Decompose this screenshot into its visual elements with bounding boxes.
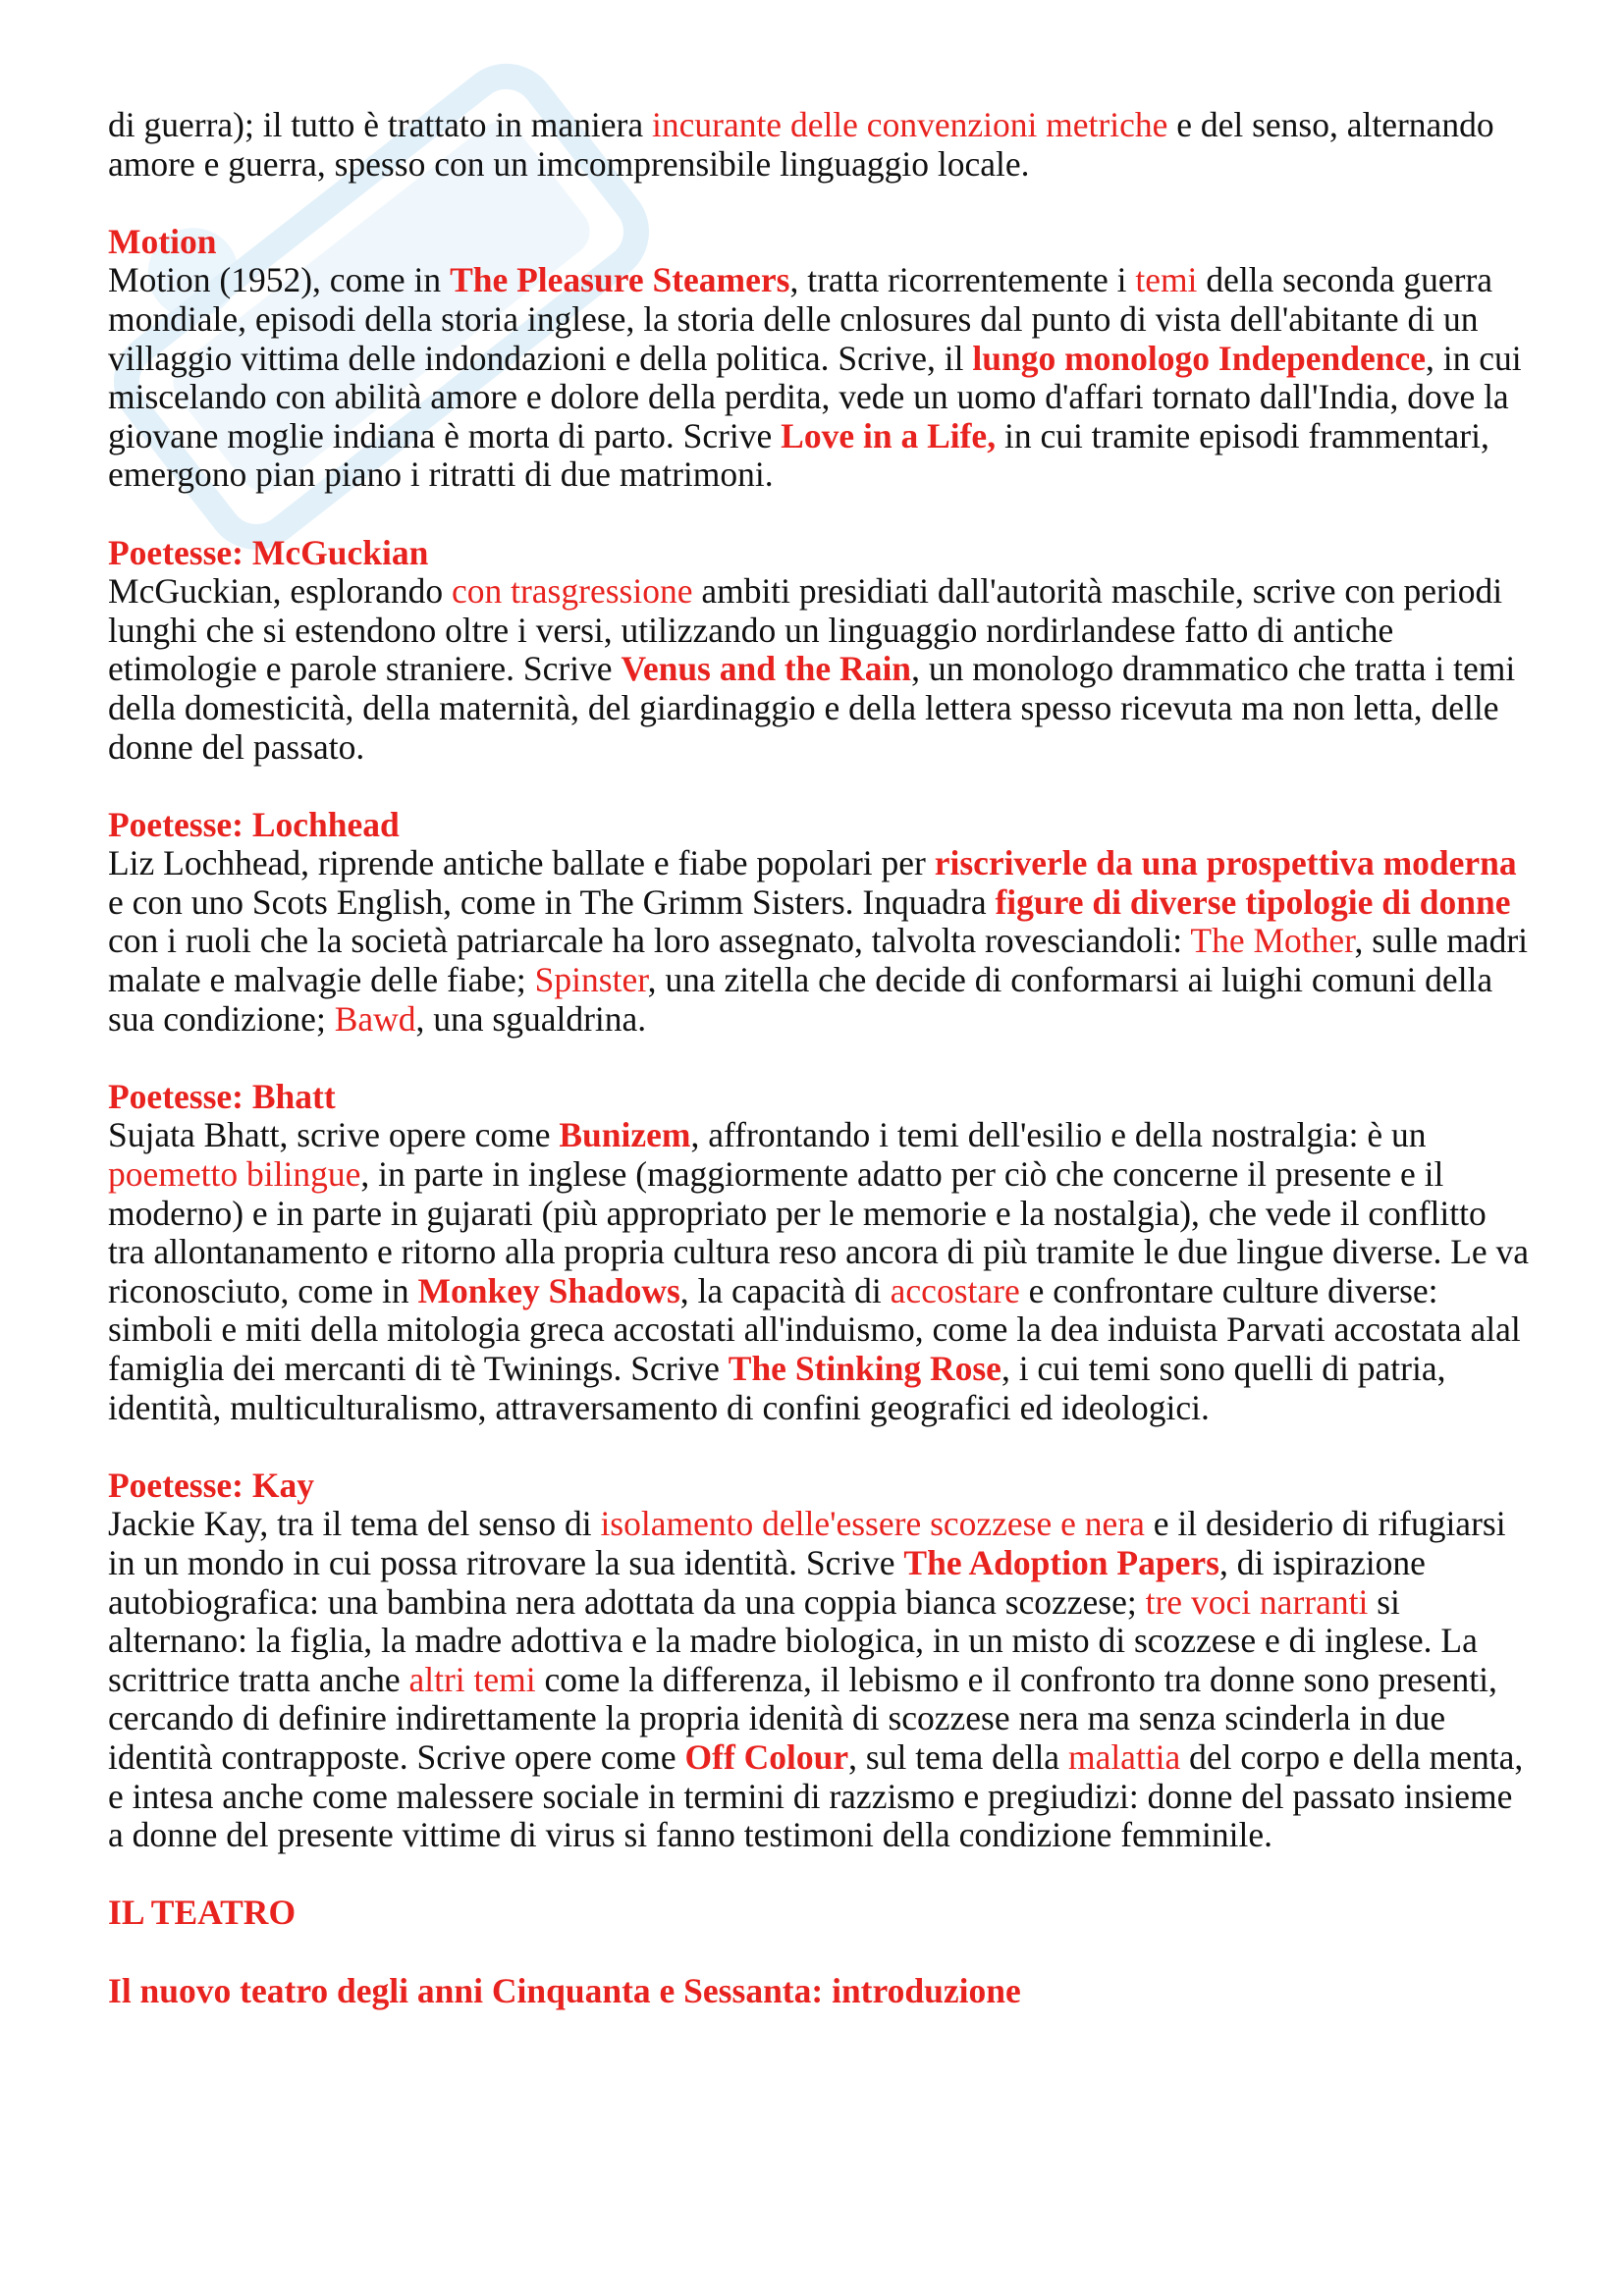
highlighted-text-run: Bawd — [334, 998, 416, 1039]
section — [108, 1078, 1532, 1427]
section-paragraph — [108, 844, 1532, 1039]
text-run: , affrontando i temi dell'esilio e della nostralgia: è un — [690, 1115, 1427, 1155]
highlighted-text-run: tre voci narranti — [1145, 1581, 1369, 1622]
section-heading: Poetesse: Kay — [108, 1465, 314, 1505]
highlighted-text-run: Off Colour — [684, 1736, 849, 1777]
intro-block — [108, 106, 1532, 184]
section — [108, 806, 1532, 1040]
highlighted-text-run: con trasgressione — [451, 571, 693, 612]
text-run: Jackie Kay, tra il tema del senso di — [108, 1504, 601, 1544]
text-run: del corpo e della menta, e intesa anche come malessere sociale in termini di razzismo e pregiudizi: donne del passato insieme a donne del presente vittime di virus si fanno testimoni della condizione femminile. — [108, 1736, 1524, 1855]
heading-teatro: IL TEATRO — [108, 1893, 297, 1933]
text-run: e con uno Scots English, come in The Grimm Sisters. Inquadra — [108, 881, 996, 922]
text-run: in cui tramite episodi frammentari, emergono pian piano i ritratti di due matrimoni. — [108, 415, 1489, 495]
text-run: e confrontare culture diverse: simboli e miti della mitologia greca accostati all'induismo, come la dea induista Parvati accostata alal famiglia dei mercanti di tè Twinings. Scrive — [108, 1270, 1521, 1388]
heading-nuovo-teatro: Il nuovo teatro degli anni Cinquanta e Sessanta: introduzione — [108, 1970, 1021, 2010]
section-paragraph — [108, 261, 1532, 495]
text-run: della seconda guerra mondiale, episodi della storia inglese, la storia delle cnlosures dal punto di vista dell'abitante di un villaggio vittima delle indondazioni e della politica. Scrive, il — [108, 260, 1493, 378]
highlighted-text-run: Bunizem — [559, 1115, 691, 1155]
text-run: , un monologo drammatico che tratta i temi della domesticità, della maternità, del giardinaggio e della lettera spesso ricevuta ma non letta, delle donne del passato. — [108, 649, 1516, 767]
highlighted-text-run: incurante delle convenzioni metriche — [652, 105, 1168, 144]
text-run: si alternano: la figlia, la madre adottiva e la madre biologica, in un misto di scozzese e di inglese. La scrittrice tratta anche — [108, 1581, 1478, 1699]
text-run: , una sgualdrina. — [415, 998, 647, 1039]
text-run: Motion (1952), come in — [108, 260, 451, 300]
highlighted-text-run: lungo monologo Independence — [972, 338, 1426, 378]
section-paragraph — [108, 1505, 1532, 1854]
section-paragraph — [108, 1116, 1532, 1427]
text-run: , di ispirazione autobiografica: una bambina nera adottata da una coppia bianca scozzese; — [108, 1542, 1426, 1622]
intro-paragraph — [108, 106, 1532, 184]
text-run: con i ruoli che la società patriarcale ha loro assegnato, talvolta rovesciandoli: — [108, 921, 1191, 961]
sections-container — [108, 223, 1532, 1855]
highlighted-text-run: The Adoption Papers — [903, 1542, 1219, 1582]
highlighted-text-run: The Pleasure Steamers — [450, 260, 790, 300]
section-heading: Poetesse: Lochhead — [108, 804, 400, 844]
section-heading: Motion — [108, 221, 217, 261]
highlighted-text-run: malattia — [1067, 1736, 1181, 1777]
section — [108, 534, 1532, 768]
highlighted-text-run: The Mother — [1190, 921, 1355, 961]
highlighted-text-run: accostare — [890, 1270, 1020, 1310]
text-run: Sujata Bhatt, scrive opere come — [108, 1115, 560, 1155]
text-run: , tratta ricorrentemente i — [789, 260, 1136, 300]
highlighted-text-run: riscriverle da una prospettiva moderna — [934, 843, 1517, 883]
highlighted-text-run: Spinster — [534, 960, 648, 1000]
text-run: , in parte in inglese (maggiormente adatto per ciò che concerne il presente e il moderno) e in parte in gujarati (più appropriato per le memorie e la nostalgia), che vede il conflitto tra allontanamento e ritorno alla propria cultura reso ancora di più tramite le due lingue diverse. Le va riconosciuto, come in — [108, 1154, 1530, 1310]
text-run: , la capacità di — [679, 1270, 891, 1310]
highlighted-text-run: Monkey Shadows — [417, 1270, 680, 1310]
highlighted-text-run: altri temi — [408, 1659, 536, 1699]
highlighted-text-run: poemetto bilingue — [108, 1154, 361, 1195]
text-run: , sul tema della — [848, 1736, 1068, 1777]
text-run: , i cui temi sono quelli di patria, identità, multiculturalismo, attraversamento di confini geografici ed ideologici. — [108, 1349, 1446, 1427]
text-run: e il desiderio di rifugiarsi in un mondo in cui possa ritrovare la sua identità. Scrive — [108, 1504, 1506, 1582]
section-heading: Poetesse: McGuckian — [108, 532, 429, 572]
text-run: Liz Lochhead, riprende antiche ballate e fiabe popolari per — [108, 843, 935, 883]
text-run: di guerra); il tutto è trattato in maniera — [108, 105, 652, 144]
highlighted-text-run: Love in a Life, — [781, 415, 997, 455]
highlighted-text-run: The Stinking Rose — [728, 1349, 1001, 1388]
section — [108, 1467, 1532, 1855]
text-run: e del senso, alternando amore e guerra, spesso con un imcomprensibile linguaggio locale. — [108, 105, 1494, 184]
section — [108, 223, 1532, 495]
highlighted-text-run: isolamento delle'essere scozzese e nera — [600, 1504, 1145, 1544]
text-run: ambiti presidiati dall'autorità maschile, scrive con periodi lunghi che si estendono oltre i versi, utilizzando un linguaggio nordirlandese fatto di antiche etimologie e parole straniere. Scrive — [108, 571, 1503, 689]
text-run: , in cui miscelando con abilità amore e dolore della perdita, vede un uomo d'affari tornato dall'India, dove la giovane moglie indiana è morta di parto. Scrive — [108, 338, 1522, 455]
text-run: , una zitella che decide di conformarsi ai luighi comuni della sua condizione; — [108, 960, 1493, 1039]
text-run: come la differenza, il lebismo e il confronto tra donne sono presenti, cercando di definire indirettamente la propria idenità di scozzese nera ma senza scinderla in due identità contrapposte. Scrive opere come — [108, 1659, 1497, 1777]
section-paragraph — [108, 572, 1532, 767]
text-run: McGuckian, esplorando — [108, 571, 452, 612]
section-heading: Poetesse: Bhatt — [108, 1076, 336, 1116]
highlighted-text-run: figure di diverse tipologie di donne — [995, 881, 1511, 922]
document-body — [108, 106, 1532, 2050]
text-run: , sulle madri malate e malvagie delle fiabe; — [108, 921, 1529, 1000]
highlighted-text-run: temi — [1135, 260, 1198, 300]
highlighted-text-run: Venus and the Rain — [621, 649, 912, 689]
